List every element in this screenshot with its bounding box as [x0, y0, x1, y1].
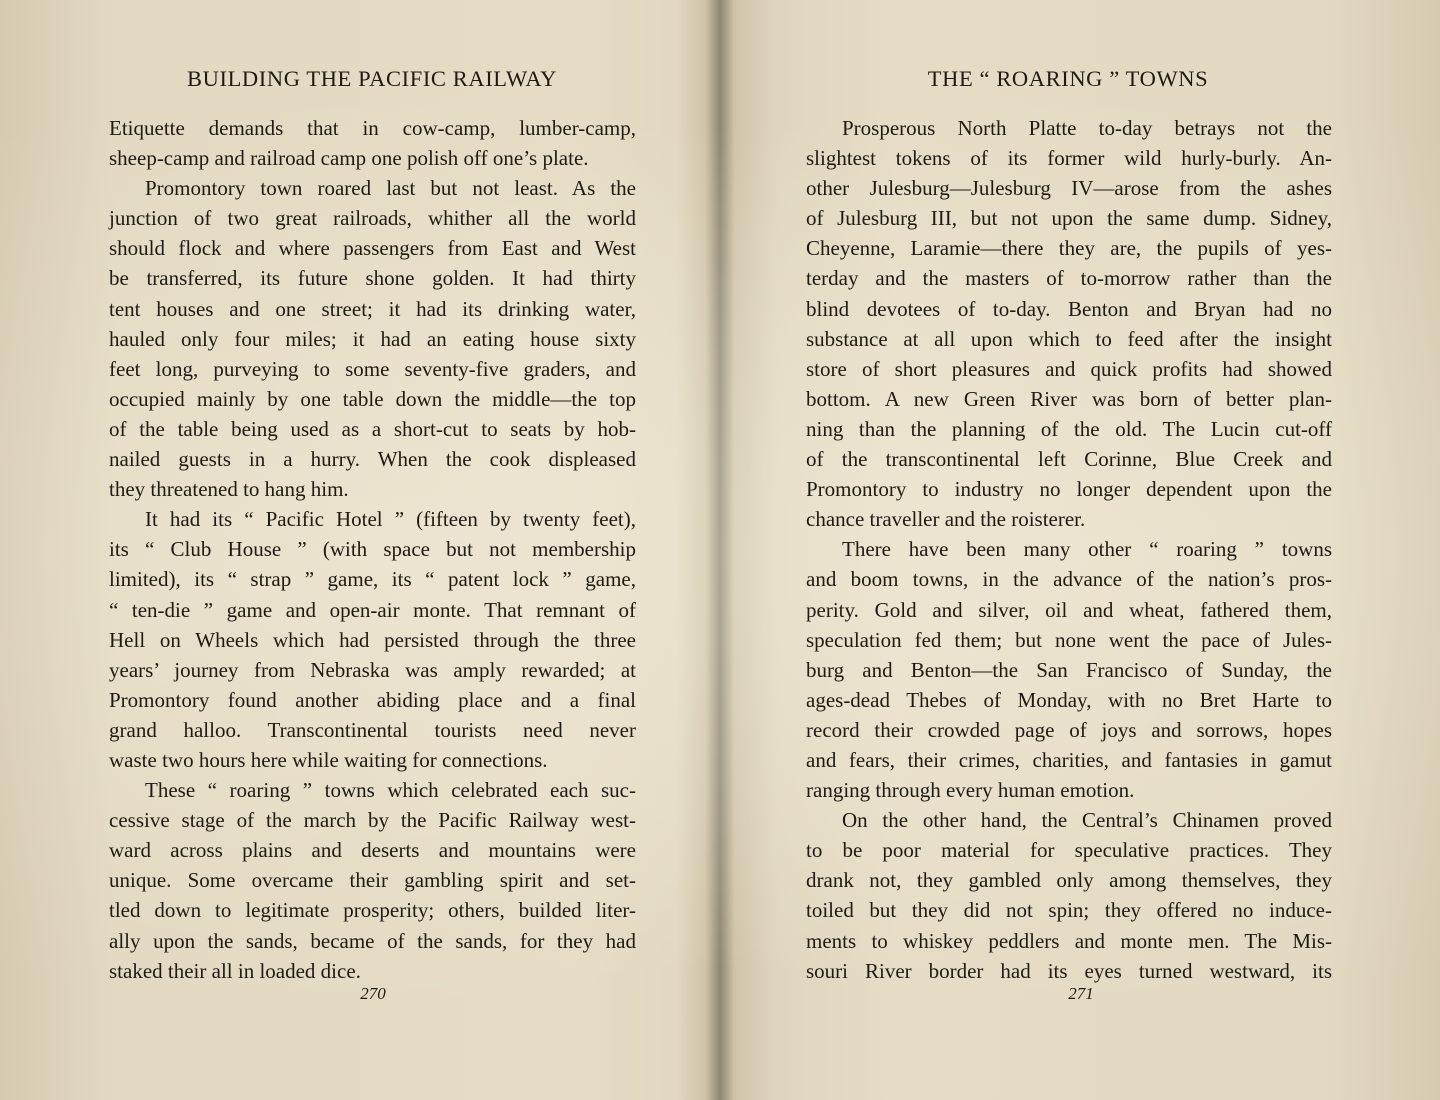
text-line: limited), its “ strap ” game, its “ patent lock ” game,: [109, 567, 636, 592]
text-line: ally upon the sands, became of the sands, for they had: [109, 928, 636, 953]
text-line: “ ten-die ” game and open-air monte. That remnant of: [109, 597, 636, 622]
text-line: ning than the planning of the old. The Lucin cut-off: [806, 416, 1332, 441]
text-line: tled down to legitimate prosperity; others, builded liter-: [109, 898, 636, 923]
text-line: grand halloo. Transcontinental tourists need never: [109, 717, 636, 742]
text-line: Hell on Wheels which had persisted through the three: [109, 627, 636, 652]
text-line: be transferred, its future shone golden. It had thirty: [109, 266, 636, 291]
text-line: terday and the masters of to-morrow rather than the: [806, 266, 1332, 291]
text-line: feet long, purveying to some seventy-five graders, and: [109, 356, 636, 381]
text-line: Cheyenne, Laramie—there they are, the pupils of yes-: [806, 236, 1332, 261]
running-head: THE “ ROARING ” TOWNS: [927, 66, 1209, 91]
text-line: tent houses and one street; it had its drinking water,: [109, 296, 636, 321]
text-line: and fears, their crimes, charities, and fantasies in gamut: [806, 747, 1332, 772]
text-line: Prosperous North Platte to-day betrays not the: [842, 116, 1332, 140]
text-line: and boom towns, in the advance of the nation’s pros-: [806, 567, 1332, 592]
text-line: Promontory town roared last but not least. As the: [145, 176, 636, 201]
text-line: speculation fed them; but none went the pace of Jules-: [806, 627, 1332, 652]
text-line: occupied mainly by one table down the middle—the top: [109, 386, 636, 411]
text-line: record their crowded page of joys and sorrows, hopes: [806, 717, 1332, 742]
text-line: junction of two great railroads, whither all the world: [109, 206, 636, 231]
text-line: of the transcontinental left Corinne, Blue Creek and: [806, 447, 1332, 472]
text-line: of the table being used as a short-cut to seats by hob-: [109, 416, 636, 441]
page-number: 271: [1068, 984, 1094, 1003]
text-line: cessive stage of the march by the Pacific Railway west-: [109, 808, 636, 833]
text-line: Etiquette demands that in cow-camp, lumber-camp,: [109, 116, 636, 140]
running-head: BUILDING THE PACIFIC RAILWAY: [187, 66, 557, 91]
text-line: ward across plains and deserts and mountains were: [109, 838, 636, 863]
text-line: waste two hours here while waiting for connections.: [109, 747, 548, 772]
text-line: staked their all in loaded dice.: [109, 958, 361, 983]
text-line: drank not, they gambled only among themselves, they: [806, 868, 1332, 893]
text-line: chance traveller and the roisterer.: [806, 507, 1086, 532]
text-line: substance at all upon which to feed after the insight: [806, 326, 1332, 351]
text-line: perity. Gold and silver, oil and wheat, fathered them,: [806, 597, 1332, 622]
text-line: burg and Benton—the San Francisco of Sunday, the: [806, 657, 1332, 682]
text-line: hauled only four miles; it had an eating house sixty: [109, 326, 636, 351]
text-line: they threatened to hang him.: [109, 477, 349, 502]
text-line: On the other hand, the Central’s Chinamen proved: [842, 808, 1332, 833]
text-line: store of short pleasures and quick profits had showed: [806, 356, 1332, 381]
text-line: nailed guests in a hurry. When the cook displeased: [109, 447, 636, 472]
text-line: toiled but they did not spin; they offered no induce-: [806, 898, 1332, 923]
text-line: bottom. A new Green River was born of better plan-: [806, 386, 1332, 411]
text-line: its “ Club House ” (with space but not membership: [109, 537, 636, 562]
text-line: ments to whiskey peddlers and monte men. The Mis-: [806, 928, 1332, 953]
text-line: ranging through every human emotion.: [806, 778, 1135, 803]
body-text: [109, 113, 636, 986]
right-page: [720, 0, 1440, 1100]
text-line: Promontory found another abiding place and a final: [109, 687, 636, 712]
text-line: of Julesburg III, but not upon the same dump. Sidney,: [806, 206, 1332, 231]
text-line: years’ journey from Nebraska was amply rewarded; at: [109, 657, 636, 682]
text-line: Promontory to industry no longer dependent upon the: [806, 477, 1332, 502]
text-line: sheep-camp and railroad camp one polish off one’s plate.: [109, 146, 589, 171]
text-line: to be poor material for speculative practices. They: [806, 838, 1332, 863]
text-line: ages-dead Thebes of Monday, with no Bret Harte to: [806, 687, 1332, 712]
text-line: unique. Some overcame their gambling spirit and set-: [109, 868, 636, 893]
text-line: blind devotees of to-day. Benton and Bryan had no: [806, 296, 1332, 321]
text-line: other Julesburg—Julesburg IV—arose from the ashes: [806, 176, 1332, 201]
text-line: There have been many other “ roaring ” towns: [842, 537, 1332, 562]
text-line: slightest tokens of its former wild hurly-burly. An-: [806, 146, 1332, 171]
page-number: 270: [360, 984, 386, 1003]
text-line: It had its “ Pacific Hotel ” (fifteen by twenty feet),: [145, 507, 636, 532]
text-line: should flock and where passengers from East and West: [109, 236, 636, 261]
text-line: souri River border had its eyes turned westward, its: [806, 958, 1332, 983]
text-line: These “ roaring ” towns which celebrated each suc-: [145, 778, 636, 803]
body-text: [806, 113, 1332, 986]
